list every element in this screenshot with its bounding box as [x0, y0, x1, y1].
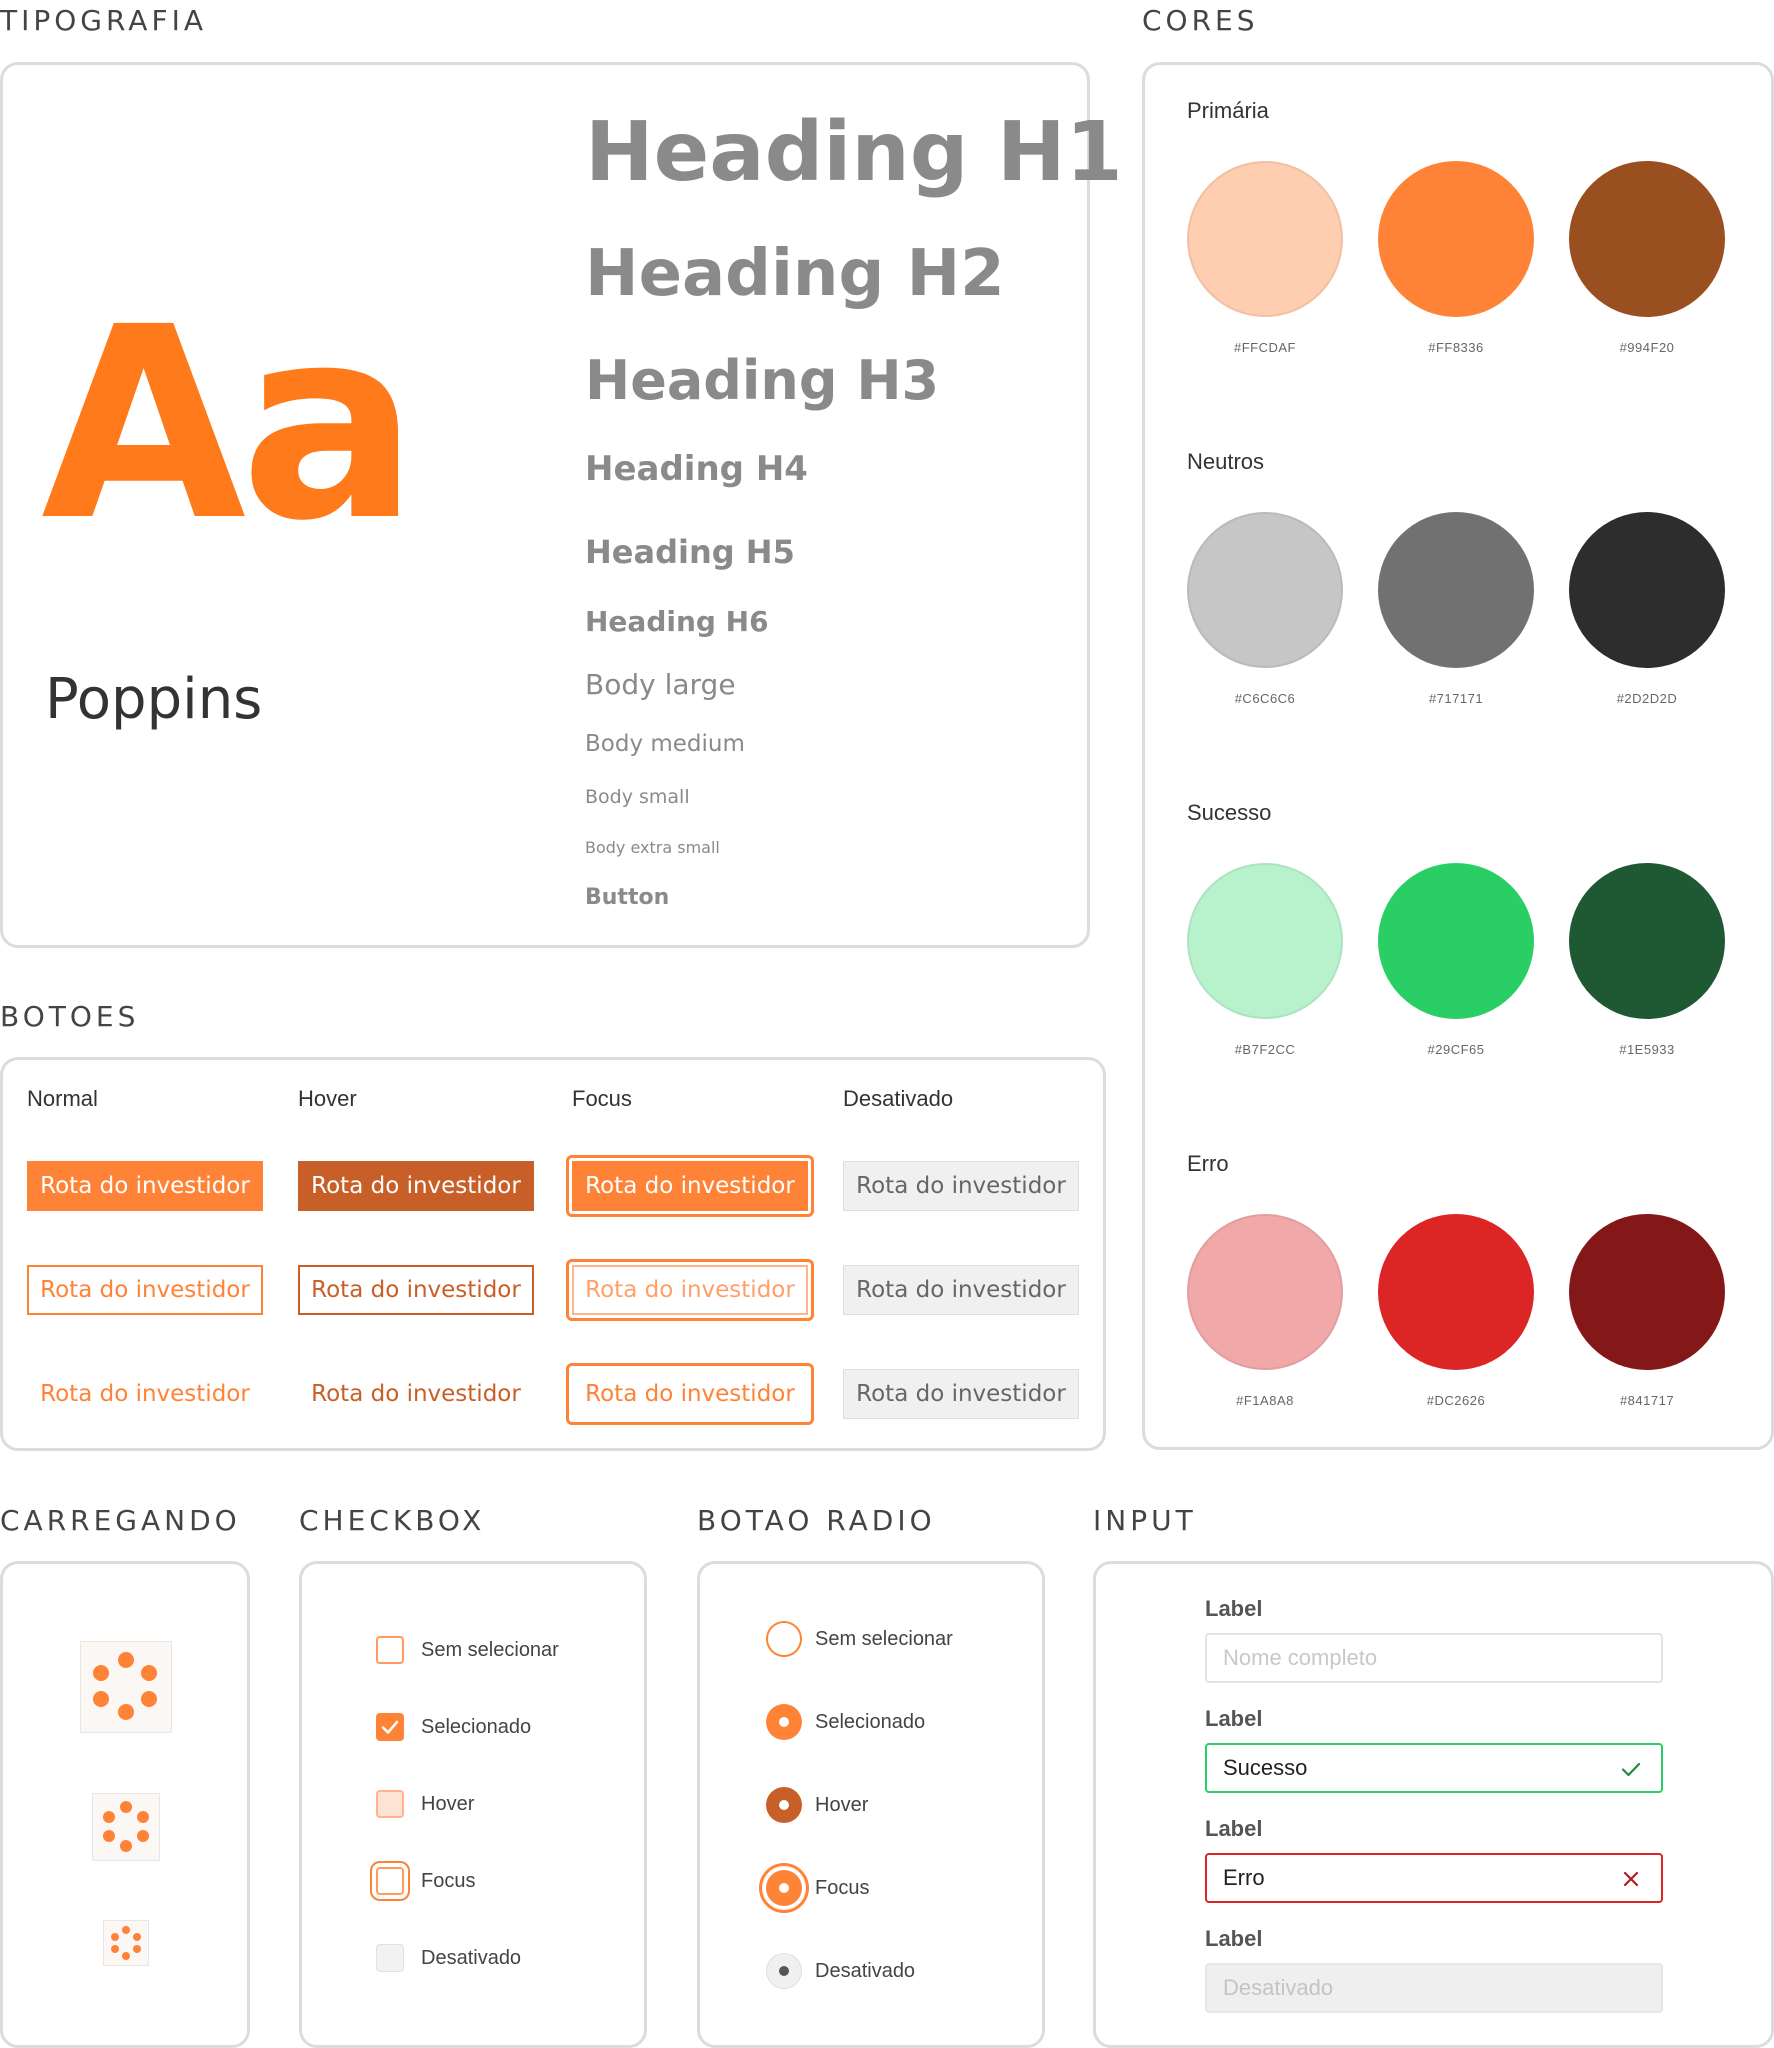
- success-field[interactable]: [1205, 1743, 1663, 1793]
- type-body-extra-small: Body extra small: [585, 838, 720, 857]
- outline-button-hover[interactable]: Rota do investidor: [298, 1265, 534, 1315]
- input-label: Label: [1205, 1706, 1263, 1731]
- color-group-error: Erro: [1187, 1151, 1229, 1176]
- type-body-large: Body large: [585, 668, 736, 701]
- radio-label: Desativado: [815, 1960, 916, 1982]
- radio-label: Focus: [815, 1877, 870, 1899]
- checkbox-label: Hover: [421, 1793, 475, 1815]
- section-title-buttons: BOTOES: [0, 1000, 140, 1033]
- radio-disabled: [766, 1953, 802, 1989]
- button-column-hover: Hover: [298, 1086, 357, 1111]
- color-hex: #841717: [1619, 1393, 1675, 1408]
- type-heading-h5: Heading H5: [585, 533, 795, 571]
- type-heading-h3: Heading H3: [585, 349, 940, 412]
- color-hex: #DC2626: [1426, 1393, 1486, 1408]
- font-sample: Aa: [41, 271, 413, 579]
- section-title-colors: CORES: [1142, 4, 1259, 37]
- error-field-value: Erro: [1223, 1865, 1265, 1890]
- color-hex: #FFCDAF: [1234, 340, 1296, 355]
- type-heading-h4: Heading H4: [585, 449, 808, 489]
- color-swatch: [1378, 1214, 1534, 1370]
- type-heading-h6: Heading H6: [585, 605, 769, 638]
- type-heading-h1: Heading H1: [585, 105, 1123, 200]
- button-column-normal: Normal: [27, 1086, 98, 1111]
- disabled-field-value: Desativado: [1223, 1975, 1334, 2000]
- radio-label: Sem selecionar: [815, 1628, 953, 1650]
- primary-button-disabled: Rota do investidor: [843, 1161, 1079, 1211]
- type-body-small: Body small: [585, 786, 690, 808]
- spinner-large-icon: [80, 1641, 172, 1733]
- name-input[interactable]: [1223, 1645, 1603, 1671]
- disabled-field: [1205, 1963, 1663, 2013]
- check-icon: [376, 1713, 404, 1741]
- button-column-focus: Focus: [572, 1086, 632, 1111]
- radio-selected[interactable]: [766, 1704, 802, 1740]
- section-title-loading: CARREGANDO: [0, 1504, 241, 1537]
- color-hex: #717171: [1428, 691, 1484, 706]
- typography-panel: [0, 62, 1123, 948]
- type-button: Button: [585, 885, 670, 910]
- spinner-small-icon: [103, 1920, 149, 1966]
- primary-button-hover[interactable]: Rota do investidor: [298, 1161, 534, 1211]
- radio-label: Selecionado: [815, 1711, 926, 1733]
- checkbox-label: Desativado: [421, 1947, 522, 1969]
- color-swatch: [1569, 863, 1725, 1019]
- input-label: Label: [1205, 1816, 1263, 1841]
- outline-button-focus[interactable]: Rota do investidor: [572, 1265, 808, 1315]
- color-swatch: [1187, 161, 1343, 317]
- radio-hover[interactable]: [766, 1787, 802, 1823]
- checkbox-unchecked[interactable]: [376, 1636, 404, 1664]
- checkbox-label: Focus: [421, 1870, 476, 1892]
- section-title-checkbox: CHECKBOX: [299, 1504, 486, 1537]
- input-label: Label: [1205, 1596, 1263, 1621]
- name-field[interactable]: [1205, 1633, 1663, 1683]
- checkbox-label: Selecionado: [421, 1716, 532, 1738]
- section-title-typography: TIPOGRAFIA: [0, 4, 207, 37]
- type-body-medium: Body medium: [585, 731, 745, 757]
- font-name: Poppins: [45, 667, 263, 732]
- radio-unselected[interactable]: [766, 1621, 802, 1657]
- section-title-radio: BOTAO RADIO: [697, 1504, 936, 1537]
- color-swatch: [1187, 863, 1343, 1019]
- error-field[interactable]: [1205, 1853, 1663, 1903]
- checkbox-label: Sem selecionar: [421, 1639, 559, 1661]
- text-button-disabled: Rota do investidor: [843, 1369, 1079, 1419]
- success-field-value: Sucesso: [1223, 1755, 1308, 1780]
- color-group-success: Sucesso: [1187, 800, 1272, 825]
- check-icon: [1619, 1757, 1643, 1781]
- type-heading-h2: Heading H2: [585, 237, 1005, 311]
- color-hex: #F1A8A8: [1236, 1393, 1294, 1408]
- input-label: Label: [1205, 1926, 1263, 1951]
- checkbox-checked[interactable]: [376, 1713, 404, 1741]
- color-swatch: [1378, 161, 1534, 317]
- color-hex: #B7F2CC: [1234, 1042, 1296, 1057]
- color-swatch: [1378, 512, 1534, 668]
- button-column-disabled: Desativado: [843, 1086, 954, 1111]
- primary-button-normal[interactable]: Rota do investidor: [27, 1161, 263, 1211]
- color-swatch: [1569, 512, 1725, 668]
- text-button-normal[interactable]: Rota do investidor: [27, 1369, 263, 1419]
- radio-focus[interactable]: [766, 1870, 802, 1906]
- color-hex: #994F20: [1619, 340, 1675, 355]
- section-title-input: INPUT: [1093, 1504, 1197, 1537]
- color-hex: #FF8336: [1428, 340, 1484, 355]
- color-group-neutral: Neutros: [1187, 449, 1265, 474]
- radio-label: Hover: [815, 1794, 869, 1816]
- color-hex: #C6C6C6: [1234, 691, 1296, 706]
- outline-button-normal[interactable]: Rota do investidor: [27, 1265, 263, 1315]
- close-icon[interactable]: [1619, 1867, 1643, 1891]
- color-swatch: [1569, 1214, 1725, 1370]
- color-swatch: [1378, 863, 1534, 1019]
- text-button-focus[interactable]: Rota do investidor: [572, 1369, 808, 1419]
- spinner-medium-icon: [92, 1793, 160, 1861]
- color-swatch: [1187, 512, 1343, 668]
- color-hex: #2D2D2D: [1616, 691, 1678, 706]
- primary-button-focus[interactable]: Rota do investidor: [572, 1161, 808, 1211]
- text-button-hover[interactable]: Rota do investidor: [298, 1369, 534, 1419]
- outline-button-disabled: Rota do investidor: [843, 1265, 1079, 1315]
- color-hex: #29CF65: [1427, 1042, 1485, 1057]
- color-swatch: [1569, 161, 1725, 317]
- color-group-primary: Primária: [1187, 98, 1269, 123]
- color-hex: #1E5933: [1619, 1042, 1675, 1057]
- checkbox-hover[interactable]: [376, 1790, 404, 1818]
- checkbox-focus[interactable]: [376, 1867, 404, 1895]
- color-swatch: [1187, 1214, 1343, 1370]
- checkbox-disabled: [376, 1944, 404, 1972]
